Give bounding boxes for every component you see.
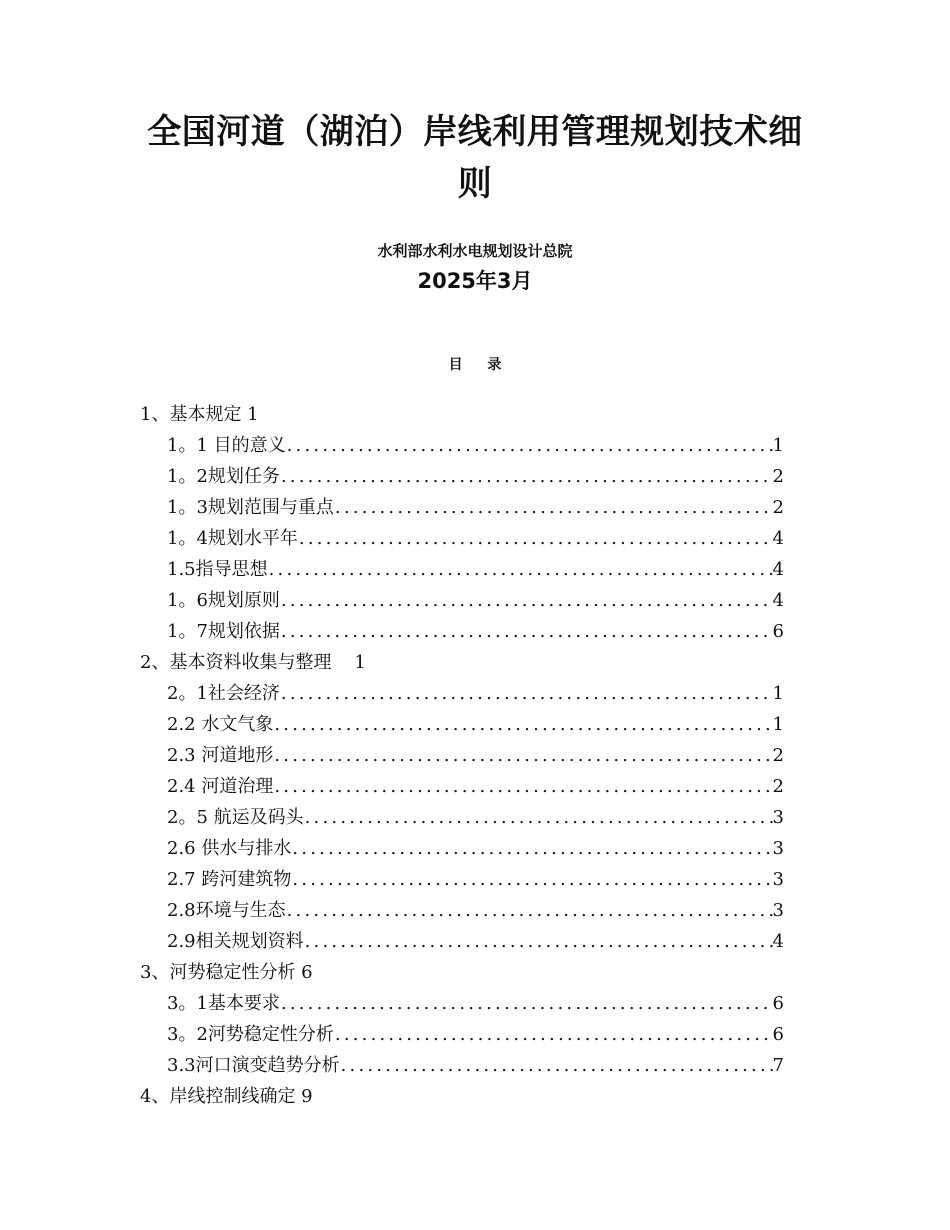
toc-entry-label: 1。2规划任务: [167, 466, 280, 487]
toc-leader-dots: [281, 585, 773, 616]
toc-section-2[interactable]: 2、基本资料收集与整理 1: [140, 652, 366, 673]
toc-entry-2-8[interactable]: [167, 895, 784, 926]
toc-page-number: 3: [772, 838, 784, 859]
toc-leader-dots: [287, 895, 773, 926]
toc-page-number: 2: [772, 466, 784, 487]
toc-page-number: 6: [772, 621, 784, 642]
toc-page-number: 4: [772, 528, 784, 549]
toc-entry-1-2[interactable]: [167, 461, 784, 492]
toc-page-number: 3: [772, 807, 784, 828]
toc-page-number: 4: [772, 559, 784, 580]
toc-leader-dots: [341, 1050, 773, 1081]
toc-entry-2-3[interactable]: [167, 740, 784, 771]
toc-entry-label: 1。4规划水平年: [167, 528, 298, 549]
toc-page-number: 1: [772, 435, 784, 456]
toc-leader-dots: [274, 771, 772, 802]
toc-page-number: 4: [772, 931, 784, 952]
toc-leader-dots: [274, 740, 772, 771]
toc-page-number: 2: [772, 497, 784, 518]
toc-page-number: 6: [772, 993, 784, 1014]
toc-entry-1-7[interactable]: [167, 616, 784, 647]
toc-entry-1-3[interactable]: [167, 492, 784, 523]
title-line-2: 则: [457, 164, 493, 204]
toc-leader-dots: [274, 709, 772, 740]
toc-leader-dots: [292, 833, 772, 864]
toc-entry-1-6[interactable]: [167, 585, 784, 616]
toc-entry-1-5[interactable]: [167, 554, 784, 585]
toc-entry-label: 2.3 河道地形: [167, 745, 274, 766]
table-of-contents: [0, 399, 950, 1112]
toc-entry-2-4[interactable]: [167, 771, 784, 802]
toc-page-number: 6: [772, 1024, 784, 1045]
toc-section-4[interactable]: 4、岸线控制线确定 9: [140, 1086, 313, 1107]
toc-entry-label: 2.2 水文气象: [167, 714, 274, 735]
toc-leader-dots: [281, 678, 773, 709]
toc-page-number: 3: [772, 900, 784, 921]
toc-entry-label: 3.3河口演变趋势分析: [167, 1055, 340, 1076]
toc-entry-label: 2.4 河道治理: [167, 776, 274, 797]
toc-section-3[interactable]: 3、河势稳定性分析 6: [140, 962, 313, 983]
toc-entry-label: 2.7 跨河建筑物: [167, 869, 292, 890]
toc-page-number: 1: [772, 714, 784, 735]
toc-leader-dots: [299, 523, 773, 554]
toc-entry-label: 1.5指导思想: [167, 559, 268, 580]
toc-entry-3-1[interactable]: [167, 988, 784, 1019]
toc-leader-dots: [335, 492, 773, 523]
toc-leader-dots: [287, 430, 773, 461]
toc-leader-dots: [281, 988, 773, 1019]
toc-entry-label: 2。1社会经济: [167, 683, 280, 704]
toc-entry-2-5[interactable]: [167, 802, 784, 833]
organization-name: 水利部水利水电规划设计总院: [377, 242, 573, 260]
toc-entry-label: 2。5 航运及码头: [167, 807, 304, 828]
toc-entry-3-2[interactable]: [167, 1019, 784, 1050]
toc-entry-1-4[interactable]: [167, 523, 784, 554]
toc-leader-dots: [269, 554, 773, 585]
title-line-1: 全国河道（湖泊）岸线利用管理规划技术细: [147, 112, 803, 152]
toc-entry-label: 1。3规划范围与重点: [167, 497, 334, 518]
toc-entry-label: 1。6规划原则: [167, 590, 280, 611]
toc-entry-2-1[interactable]: [167, 678, 784, 709]
publication-date: 2025年3月: [417, 269, 533, 293]
toc-entry-2-9[interactable]: [167, 926, 784, 957]
toc-page-number: 3: [772, 869, 784, 890]
toc-entry-label: 1。7规划依据: [167, 621, 280, 642]
toc-leader-dots: [305, 802, 773, 833]
toc-entry-2-2[interactable]: [167, 709, 784, 740]
toc-entry-label: 3。1基本要求: [167, 993, 280, 1014]
toc-page-number: 2: [772, 776, 784, 797]
toc-entry-2-7[interactable]: [167, 864, 784, 895]
toc-leader-dots: [281, 616, 773, 647]
toc-leader-dots: [292, 864, 772, 895]
toc-page-number: 4: [772, 590, 784, 611]
toc-entry-label: 3。2河势稳定性分析: [167, 1024, 334, 1045]
toc-leader-dots: [305, 926, 773, 957]
toc-entry-3-3[interactable]: [167, 1050, 784, 1081]
document-title: [120, 106, 830, 210]
toc-entry-label: 2.8环境与生态: [167, 900, 286, 921]
toc-page-number: 2: [772, 745, 784, 766]
toc-heading: 目 录: [448, 357, 512, 373]
toc-entry-label: 2.6 供水与排水: [167, 838, 292, 859]
toc-entry-2-6[interactable]: [167, 833, 784, 864]
toc-entry-label: 2.9相关规划资料: [167, 931, 304, 952]
toc-leader-dots: [335, 1019, 773, 1050]
toc-entry-1-1[interactable]: [167, 430, 784, 461]
toc-leader-dots: [281, 461, 773, 492]
toc-entry-label: 1。1 目的意义: [167, 435, 286, 456]
toc-section-1[interactable]: 1、基本规定 1: [140, 404, 259, 425]
toc-page-number: 7: [772, 1055, 784, 1076]
toc-page-number: 1: [772, 683, 784, 704]
